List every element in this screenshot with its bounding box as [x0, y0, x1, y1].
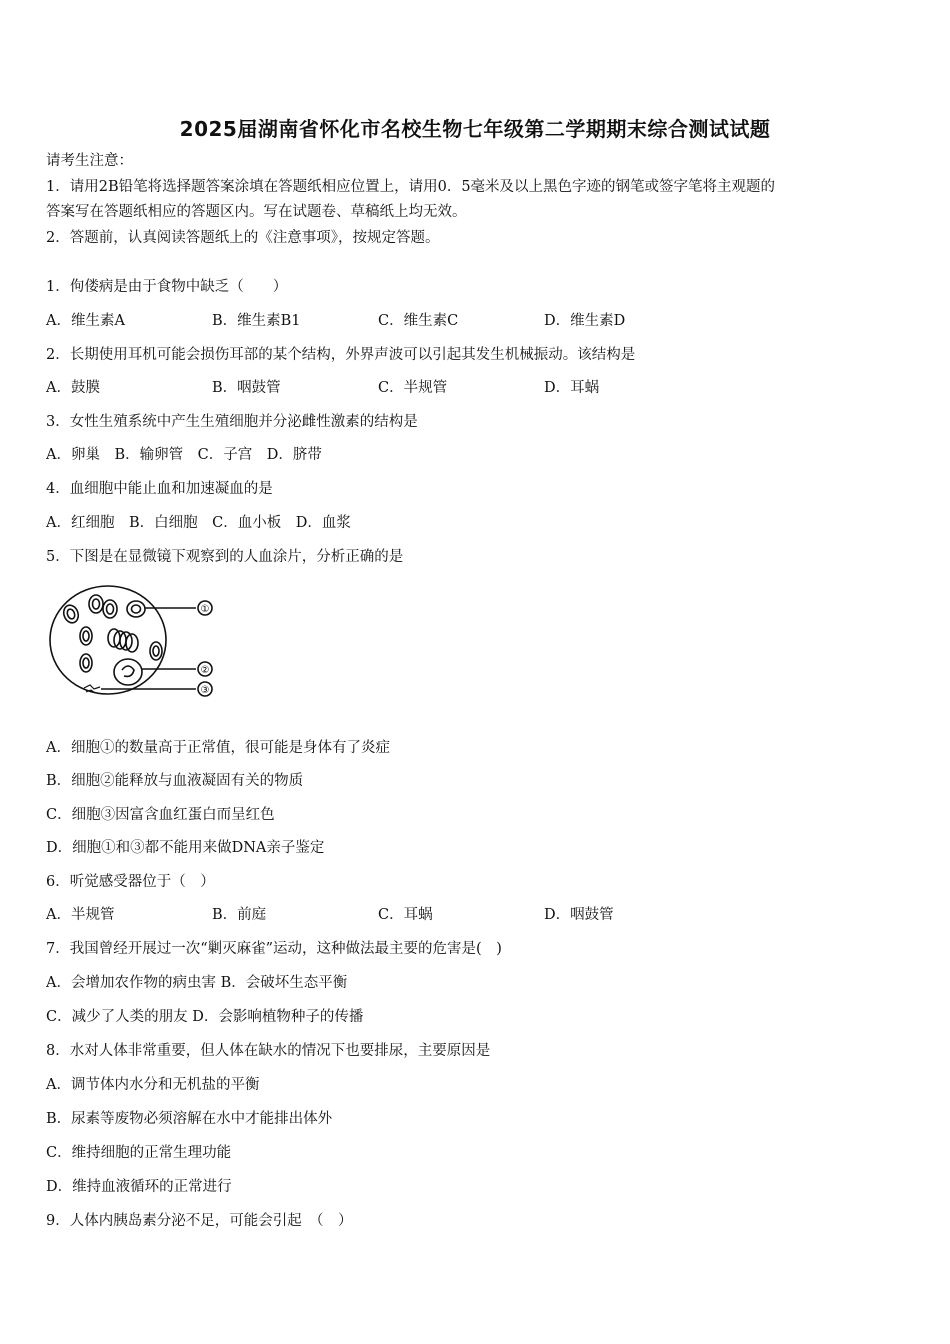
question-stem: 4．血细胞中能止血和加速凝血的是 — [46, 481, 273, 497]
option: B．前庭 — [212, 907, 267, 923]
notice-line: 答案写在答题纸相应的答题区内。写在试题卷、草稿纸上均无效。 — [46, 204, 467, 220]
option: C．维持细胞的正常生理功能 — [46, 1145, 232, 1161]
option: A．鼓膜 — [46, 380, 100, 396]
option: B．尿素等废物必须溶解在水中才能排出体外 — [46, 1111, 333, 1127]
option: B．咽鼓管 — [212, 380, 281, 396]
option: C．半规管 — [378, 380, 448, 396]
notice-heading: 请考生注意： — [46, 153, 133, 169]
question-stem: 7．我国曾经开展过一次“剿灭麻雀”运动，这种做法最主要的危害是( ) — [46, 941, 502, 957]
option: D．细胞①和③都不能用来做DNA亲子鉴定 — [46, 840, 325, 856]
figure-label: ① — [200, 604, 210, 615]
option: A．半规管 — [46, 907, 115, 923]
question-stem: 8．水对人体非常重要，但人体在缺水的情况下也要排尿，主要原因是 — [46, 1043, 491, 1059]
option: C．维生素C — [378, 313, 459, 329]
figure-label: ② — [200, 665, 210, 676]
option: D．咽鼓管 — [544, 907, 614, 923]
option: C．耳蜗 — [378, 907, 433, 923]
option: C．减少了人类的朋友 D．会影响植物种子的传播 — [46, 1009, 364, 1025]
question-options — [46, 905, 710, 925]
question-stem: 3．女性生殖系统中产生生殖细胞并分泌雌性激素的结构是 — [46, 414, 418, 430]
question-stem: 5．下图是在显微镜下观察到的人血涂片，分析正确的是 — [46, 549, 404, 565]
question-stem: 1．佝偻病是由于食物中缺乏（ ） — [46, 279, 288, 295]
option: A．会增加农作物的病虫害 B．会破坏生态平衡 — [46, 975, 348, 991]
notice-line: 2．答题前，认真阅读答题纸上的《注意事项》，按规定答题。 — [46, 230, 440, 246]
option: B．细胞②能释放与血液凝固有关的物质 — [46, 773, 304, 789]
question-options — [46, 378, 710, 398]
option: A．调节体内水分和无机盐的平衡 — [46, 1077, 260, 1093]
option: A．维生素A — [46, 313, 125, 329]
page-title: 2025届湖南省怀化市名校生物七年级第二学期期末综合测试试题 — [179, 117, 771, 141]
option: D．耳蜗 — [544, 380, 600, 396]
blood-smear-figure — [46, 580, 226, 710]
question-stem: 2．长期使用耳机可能会损伤耳部的某个结构，外界声波可以引起其发生机械振动。该结构是 — [46, 347, 636, 363]
question-options: A．卵巢 B．输卵管 C．子宫 D．脐带 — [46, 447, 322, 463]
option: D．维持血液循环的正常进行 — [46, 1179, 232, 1195]
question-options — [46, 311, 710, 331]
question-stem: 6．听觉感受器位于（ ） — [46, 874, 215, 890]
question-stem: 9．人体内胰岛素分泌不足，可能会引起 （ ） — [46, 1213, 353, 1229]
question-options: A．红细胞 B．白细胞 C．血小板 D．血浆 — [46, 515, 351, 531]
notice-line: 1．请用2B铅笔将选择题答案涂填在答题纸相应位置上，请用0．5毫米及以上黑色字迹的钢笔或签字笔将主观题的 — [46, 179, 776, 195]
option: A．细胞①的数量高于正常值，很可能是身体有了炎症 — [46, 740, 390, 756]
option: B．维生素B1 — [212, 313, 301, 329]
option: D．维生素D — [544, 313, 626, 329]
option: C．细胞③因富含血红蛋白而呈红色 — [46, 807, 275, 823]
figure-label: ③ — [200, 685, 210, 696]
